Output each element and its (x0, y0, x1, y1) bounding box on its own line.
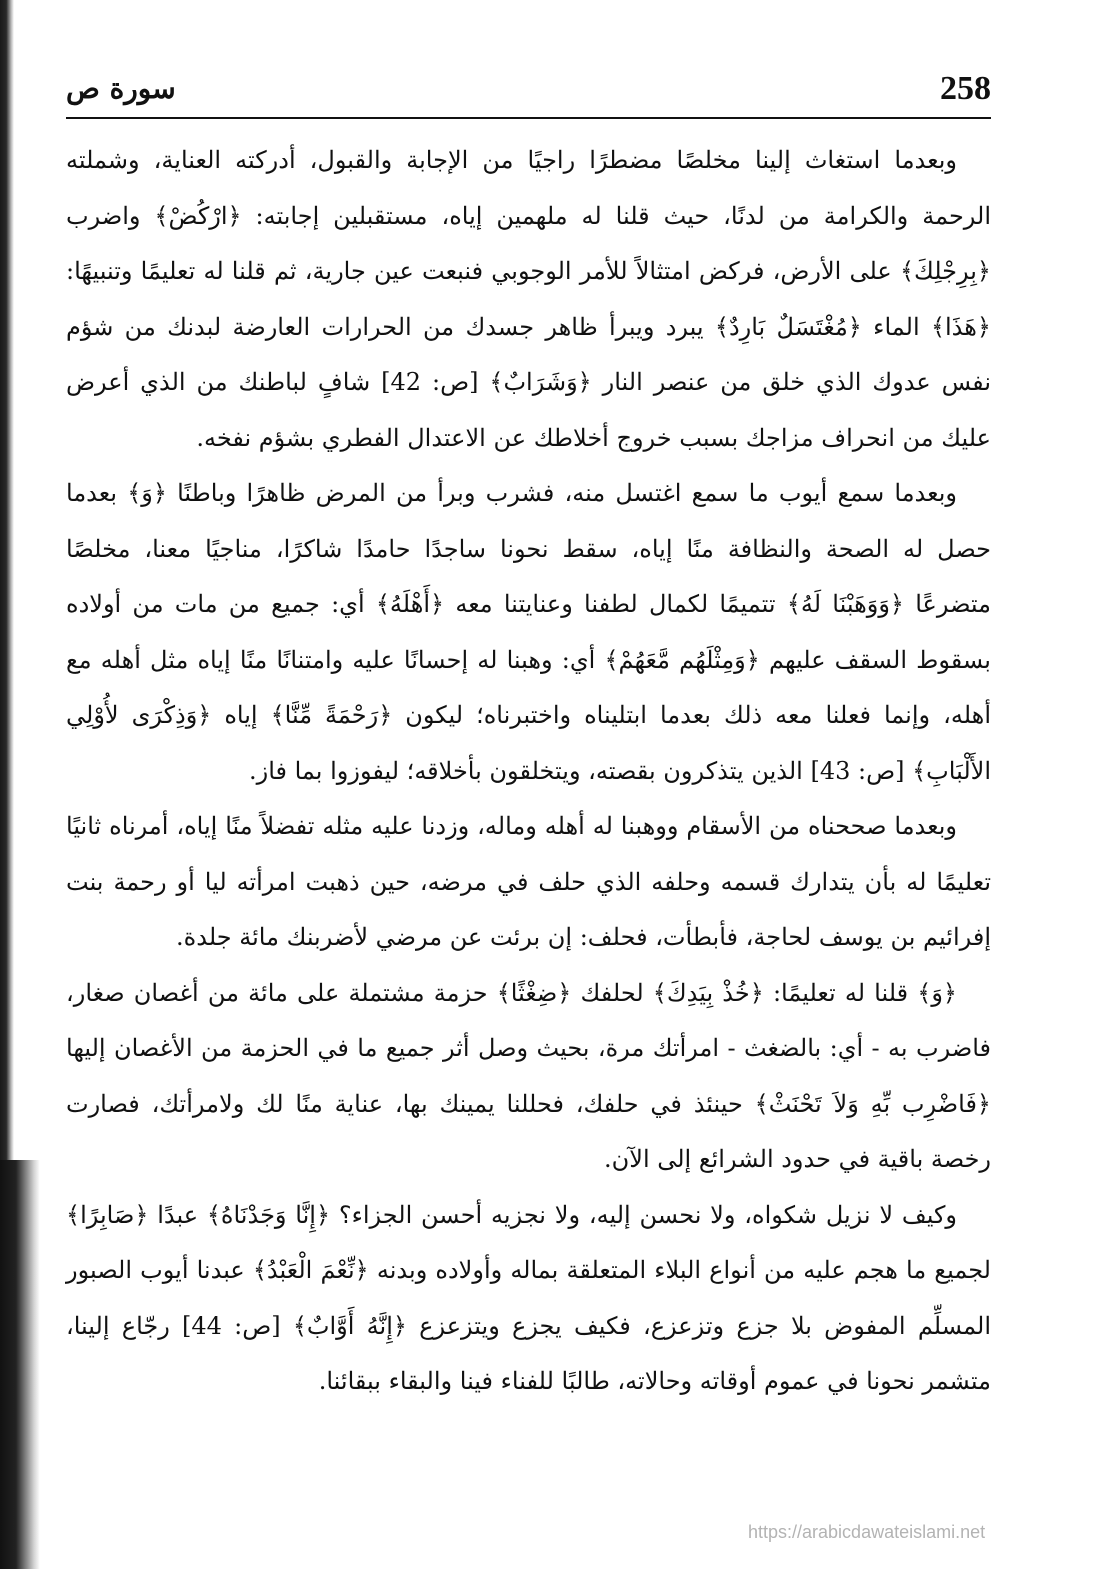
header-rule (66, 117, 991, 119)
paragraph-3: وبعدما صححناه من الأسقام ووهبنا له أهله وماله، وزدنا عليه مثله تفضلاً منًا إياه، أمرناه ثانيًا تعليمًا له بأن يتدارك قسمه وحلفه الذي حلف في مرضه، حين ذهبت امرأته ليا أو رحمة بنت إفرائيم بن يوسف لحاجة، فأبطأت، فحلف: إن برئت عن مرضي لأضربنك مائة جلدة. (66, 812, 991, 951)
page-header (66, 66, 991, 112)
surah-title: سورة ص (66, 72, 176, 105)
watermark-url: https://arabicdawateislami.net (748, 1522, 986, 1542)
page-number: 258 (940, 70, 991, 107)
scan-edge-shadow-lower (0, 1160, 40, 1569)
page-body (66, 133, 991, 1410)
paragraph-2: وبعدما سمع أيوب ما سمع اغتسل منه، فشرب وبرأ من المرض ظاهرًا وباطنًا ﴿وَ﴾ بعدما حصل له الصحة والنظافة منًا إياه، سقط نحونا ساجدًا حامدًا شاكرًا، مناجيًا معنا، مخلصًا متضرعًا ﴿وَوَهَبْنَا لَهُ﴾ تتميمًا لكمال لطفنا وعنايتنا معه ﴿أَهْلَهُ﴾ أي: جميع من مات من أولاده بسقوط السقف عليهم ﴿وَمِثْلَهُم مَّعَهُمْ﴾ أي: وهبنا له إحسانًا عليه وامتنانًا منًا إياه مثل أهله مع أهله، وإنما فعلنا معه ذلك بعدما ابتليناه واختبرناه؛ ليكون ﴿رَحْمَةً مِّنَّا﴾ إياه ﴿وَذِكْرَى لأُوْلِي الأَلْبَابِ﴾ [ص: 43] الذين يتذكرون بقصته، ويتخلقون بأخلاقه؛ ليفوزوا بما فاز. (66, 479, 992, 785)
paragraph-4: ﴿وَ﴾ قلنا له تعليمًا: ﴿خُذْ بِيَدِكَ﴾ لحلفك ﴿ضِغْثًا﴾ حزمة مشتملة على مائة من أغصان صغار، فاضرب به - أي: بالضغث - امرأتك مرة، بحيث وصل أثر جميع ما في الحزمة من الأغصان إليها ﴿فَاضْرِب بِّهِ وَلاَ تَحْنَثْ﴾ حينئذ في حلفك، فحللنا يمينك بها، عناية منًا لك ولامرأتك، فصارت رخصة باقية في حدود الشرائع إلى الآن. (66, 978, 991, 1173)
paragraph-1: وبعدما استغاث إلينا مخلصًا مضطرًا راجيًا من الإجابة والقبول، أدركته العناية، وشملته الرحمة والكرامة من لدنًا، حيث قلنا له ملهمين إياه، مستقبلين إجابته: ﴿ارْكُضْ﴾ واضرب ﴿بِرِجْلِكَ﴾ على الأرض، فركض امتثالاً للأمر الوجوبي فنبعت عين جارية، ثم قلنا له تعليمًا وتنبيهًا: ﴿هَذَا﴾ الماء ﴿مُغْتَسَلٌ بَارِدٌ﴾ يبرد ويبرأ ظاهر جسدك من الحرارات العارضة لبدنك من شؤم نفس عدوك الذي خلق من عنصر النار ﴿وَشَرَابٌ﴾ [ص: 42] شافٍ لباطنك من الذي أعرض عليك من انحراف مزاجك بسبب خروج أخلاطك عن الاعتدال الفطري بشؤم نفخه. (66, 146, 992, 452)
paragraph-5: وكيف لا نزيل شكواه، ولا نحسن إليه، ولا نجزيه أحسن الجزاء؟ ﴿إِنَّا وَجَدْنَاهُ﴾ عبدًا ﴿صَابِرًا﴾ لجميع ما هجم عليه من أنواع البلاء المتعلقة بماله وأولاده وبدنه ﴿نِّعْمَ الْعَبْدُ﴾ عبدنا أيوب الصبور المسلِّم المفوض بلا جزع وتزعزع، فكيف يجزع ويتزعزع ﴿إِنَّهُ أَوَّابٌ﴾ [ص: 44] رجّاع إلينا، متشمر نحونا في عموم أوقاته وحالاته، طالبًا للفناء فينا والبقاء ببقائنا. (66, 1200, 992, 1395)
